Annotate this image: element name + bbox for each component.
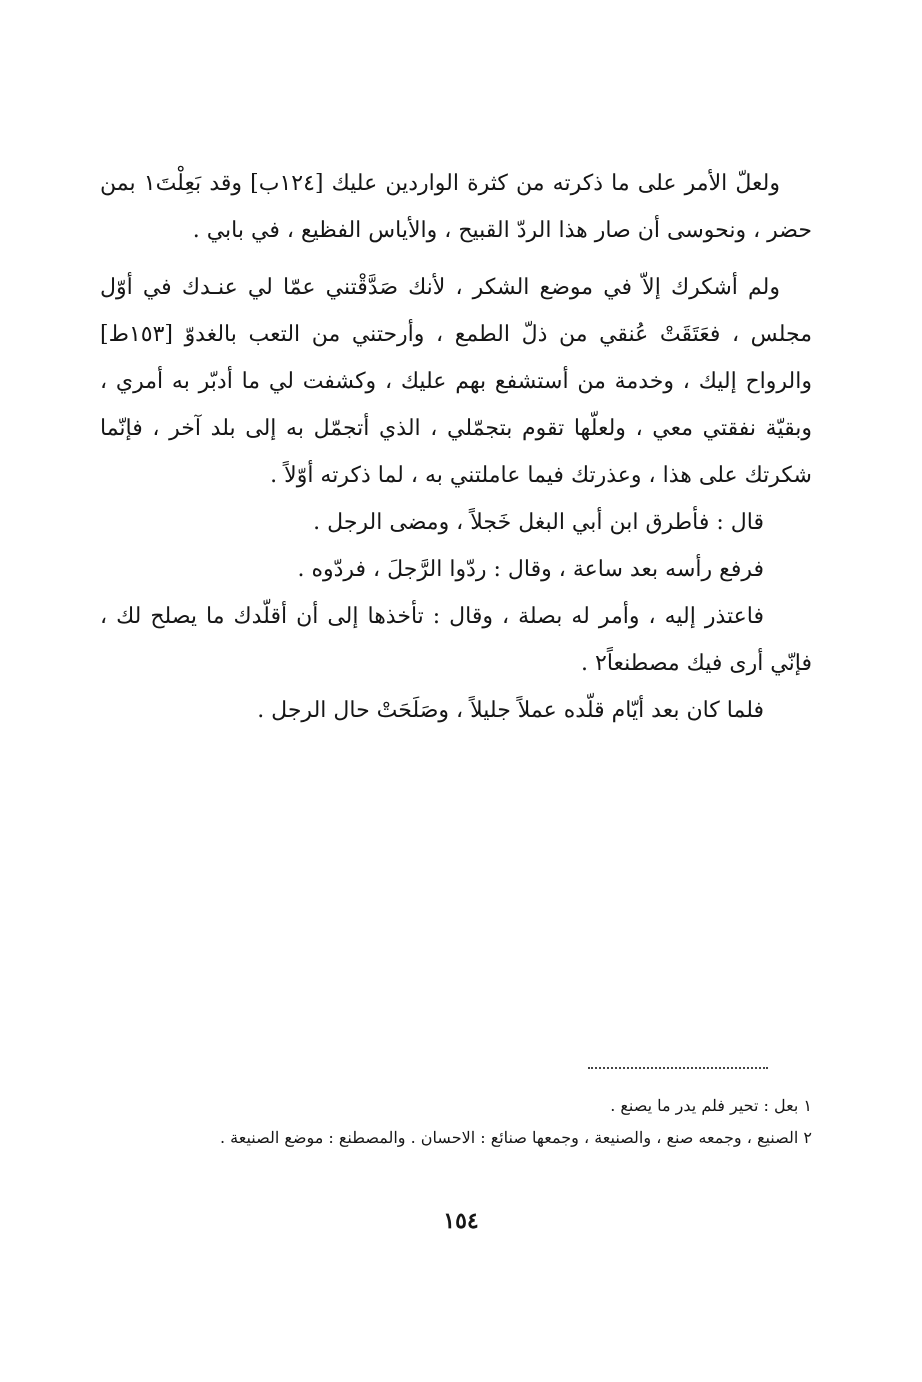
paragraph-5: فاعتذر إليه ، وأمر له بصلة ، وقال : تأخذها إلى أن أقلّدك ما يصلح لك ، فإنّي أرى فيك مصطنعاً٢ . — [100, 604, 812, 676]
paragraph-1: ولعلّ الأمر على ما ذكرته من كثرة الواردين عليك [١٢٤ب] وقد بَعِلْتَ١ بمن حضر ، ونحوسى أن صار هذا الردّ القبيح ، والأياس الفظيع ، في بابي . — [100, 171, 812, 243]
paragraph-4: فرفع رأسه بعد ساعة ، وقال : ردّوا الرَّجلَ ، فردّوه . — [297, 557, 764, 582]
footnotes — [100, 1090, 812, 1154]
footnote-divider — [588, 1067, 768, 1069]
paragraph-6: فلما كان بعد أيّام قلّده عملاً جليلاً ، وصَلَحَتْ حال الرجل . — [257, 698, 764, 723]
paragraph-2: ولم أشكرك إلاّ في موضع الشكر ، لأنك صَدَّقْتني عمّا لي عنـدك في أوّل مجلس ، فعَتَقَتْ عُنقي من ذلّ الطمع ، وأرحتني من التعب بالغدوّ [١٥٣ط] والرواح إليك ، وخدمة من أستشفع بهم عليك ، وكشفت لي ما أدبّر به أمري ، وبقيّة نفقتي معي ، ولعلّها تقوم بتجمّلي ، الذي أتجمّل به إلى بلد آخر ، فإنّما شكرتك على هذا ، وعذرتك فيما عاملتني به ، لما ذكرته أوّلاً . — [100, 275, 812, 488]
main-text — [100, 160, 812, 734]
footnote-2: ٢ الصنيع ، وجمعه صنع ، والصنيعة ، وجمعها صنائع : الاحسان . والمصطنع : موضع الصنيعة . — [219, 1128, 812, 1147]
page-number: ١٥٤ — [443, 1208, 479, 1234]
paragraph-3: قال : فأطرق ابن أبي البغل خَجلاً ، ومضى الرجل . — [313, 510, 764, 535]
footnote-1: ١ بعل : تحير فلم يدر ما يصنع . — [610, 1096, 812, 1115]
paragraph-gap — [100, 254, 812, 264]
